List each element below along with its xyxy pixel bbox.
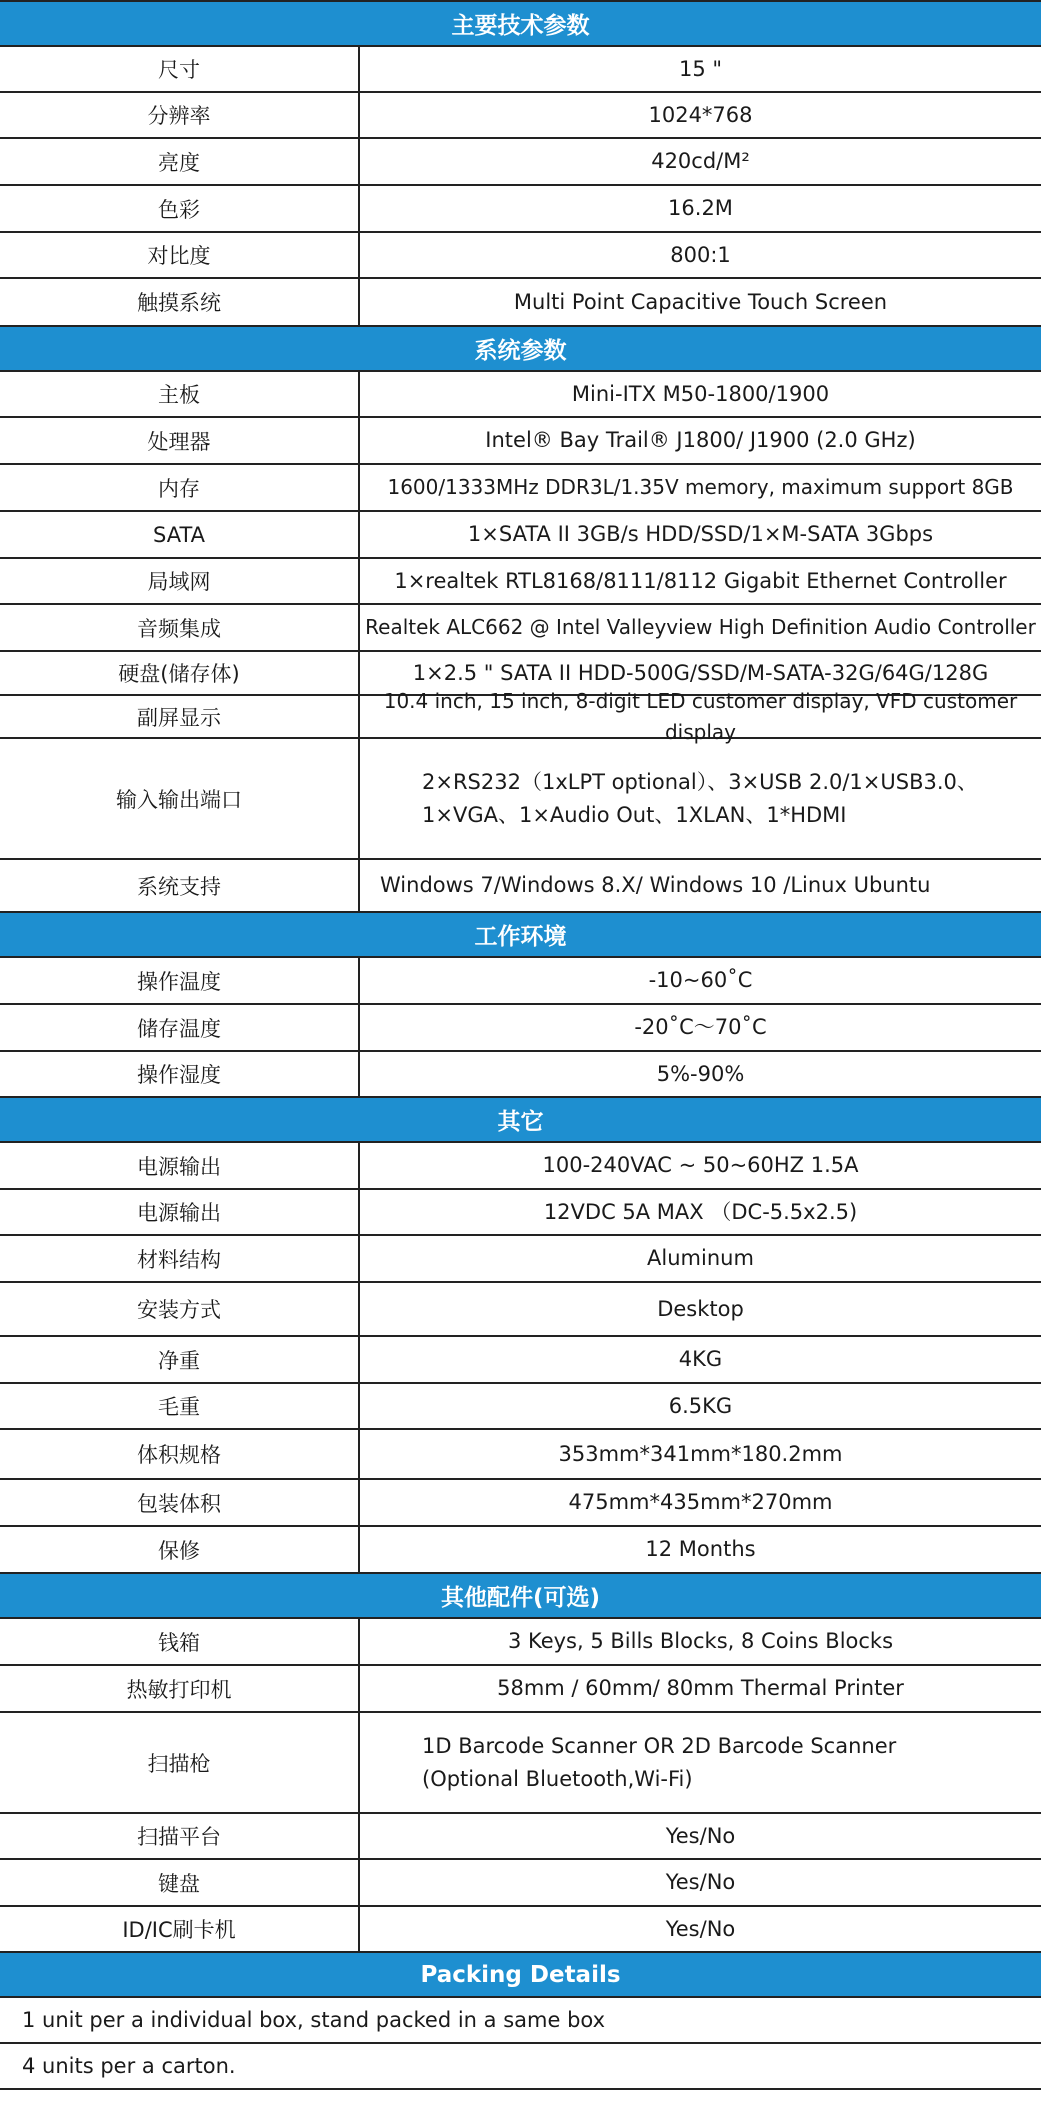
spec-value	[360, 465, 1041, 510]
spec-label: ID/IC刷卡机	[0, 1907, 360, 1951]
spec-value	[360, 688, 1041, 744]
spec-value	[360, 279, 1041, 325]
spec-value-line: -20˚C～70˚C	[634, 1015, 767, 1040]
spec-row	[0, 1480, 1041, 1527]
spec-label: 内存	[0, 465, 360, 510]
spec-value-line: Yes/No	[665, 1916, 736, 1941]
spec-value-line: Yes/No	[665, 1823, 736, 1848]
spec-value-line: 16.2M	[668, 196, 733, 221]
spec-value-line: 100-240VAC ~ 50~60HZ 1.5A	[542, 1153, 859, 1178]
spec-row	[0, 47, 1041, 93]
spec-value	[360, 418, 1041, 463]
spec-row	[0, 1337, 1041, 1384]
spec-value-line: -10~60˚C	[648, 968, 753, 993]
spec-value	[360, 860, 1041, 911]
spec-value	[360, 233, 1041, 277]
spec-value	[360, 605, 1041, 650]
spec-label: 操作温度	[0, 958, 360, 1003]
packing-header: Packing Details	[0, 1953, 1041, 1998]
spec-value-line: (Optional Bluetooth,Wi-Fi)	[422, 1766, 693, 1791]
spec-value-line: Desktop	[657, 1296, 744, 1321]
spec-value	[360, 1619, 1041, 1664]
spec-label: 音频集成	[0, 605, 360, 650]
section-header: 其他配件(可选)	[0, 1574, 1041, 1619]
spec-value	[360, 1430, 1041, 1478]
spec-label: 系统支持	[0, 860, 360, 911]
section-header: 其它	[0, 1098, 1041, 1143]
spec-value	[360, 1814, 1041, 1858]
spec-value-line: 12 Months	[645, 1537, 756, 1562]
spec-label: 材料结构	[0, 1236, 360, 1281]
spec-row	[0, 739, 1041, 860]
spec-label: 色彩	[0, 186, 360, 231]
spec-row	[0, 605, 1041, 652]
spec-row	[0, 1143, 1041, 1190]
spec-value	[360, 958, 1041, 1003]
spec-row	[0, 1052, 1041, 1098]
spec-label: 电源输出	[0, 1190, 360, 1234]
spec-value	[360, 1337, 1041, 1382]
spec-label: 对比度	[0, 233, 360, 277]
spec-row	[0, 1907, 1041, 1953]
spec-label: 局域网	[0, 559, 360, 603]
spec-row	[0, 1619, 1041, 1666]
spec-row	[0, 233, 1041, 279]
spec-row	[0, 1666, 1041, 1713]
spec-label: 分辨率	[0, 93, 360, 137]
spec-row	[0, 93, 1041, 139]
spec-value-line: 1600/1333MHz DDR3L/1.35V memory, maximum support 8GB	[387, 475, 1014, 499]
spec-value	[360, 1860, 1041, 1905]
spec-value-line: Intel® Bay Trail® J1800/ J1900 (2.0 GHz)	[485, 428, 916, 453]
spec-value-line: 15 "	[678, 56, 723, 81]
spec-value-line: 800:1	[670, 242, 731, 267]
spec-label: 钱箱	[0, 1619, 360, 1664]
spec-row	[0, 1527, 1041, 1574]
section-header: 工作环境	[0, 913, 1041, 958]
spec-label: 保修	[0, 1527, 360, 1572]
spec-row	[0, 1005, 1041, 1052]
spec-row	[0, 1190, 1041, 1236]
spec-label: 扫描平台	[0, 1814, 360, 1858]
spec-value	[360, 1190, 1041, 1234]
spec-value-line: 6.5KG	[668, 1393, 733, 1418]
spec-value	[360, 1907, 1041, 1951]
spec-label: 触摸系统	[0, 279, 360, 325]
spec-value-line: 58mm / 60mm/ 80mm Thermal Printer	[497, 1676, 904, 1701]
spec-row	[0, 1860, 1041, 1907]
spec-label: 体积规格	[0, 1430, 360, 1478]
spec-label: SATA	[0, 512, 360, 557]
spec-value-line: 1024*768	[648, 102, 753, 127]
spec-value-line: Mini-ITX M50-1800/1900	[571, 381, 830, 406]
spec-row	[0, 1384, 1041, 1430]
spec-label: 主板	[0, 372, 360, 416]
spec-value-line: 1×SATA II 3GB/s HDD/SSD/1×M-SATA 3Gbps	[467, 522, 934, 547]
section-header: 系统参数	[0, 327, 1041, 372]
spec-value	[360, 512, 1041, 557]
spec-label: 扫描枪	[0, 1713, 360, 1812]
spec-value	[360, 186, 1041, 231]
spec-value-line: Yes/No	[665, 1870, 736, 1895]
spec-value	[360, 47, 1041, 91]
spec-row	[0, 1430, 1041, 1480]
spec-value	[360, 1480, 1041, 1525]
spec-label: 毛重	[0, 1384, 360, 1428]
spec-row	[0, 512, 1041, 559]
spec-row	[0, 958, 1041, 1005]
spec-value	[360, 1143, 1041, 1188]
spec-row	[0, 139, 1041, 186]
spec-row	[0, 559, 1041, 605]
spec-value-line: 12VDC 5A MAX （DC-5.5x2.5)	[543, 1199, 858, 1224]
spec-value-line: Multi Point Capacitive Touch Screen	[513, 289, 888, 314]
spec-value	[360, 93, 1041, 137]
spec-value	[360, 1283, 1041, 1335]
spec-value-line: 2×RS232（1xLPT optional）、3×USB 2.0/1×USB3.0、	[422, 769, 978, 794]
spec-label: 副屏显示	[0, 696, 360, 737]
spec-row	[0, 372, 1041, 418]
spec-value	[360, 1236, 1041, 1281]
spec-value-line: 475mm*435mm*270mm	[568, 1490, 833, 1515]
spec-label: 硬盘(储存体)	[0, 652, 360, 694]
spec-value	[360, 1384, 1041, 1428]
packing-line: 4 units per a carton.	[0, 2044, 1041, 2090]
spec-value-line: Windows 7/Windows 8.X/ Windows 10 /Linux Ubuntu	[380, 873, 931, 898]
spec-value	[360, 1713, 1041, 1812]
spec-value-line: 1×realtek RTL8168/8111/8112 Gigabit Ethernet Controller	[394, 568, 1007, 593]
spec-label: 包装体积	[0, 1480, 360, 1525]
spec-value	[360, 1052, 1041, 1096]
spec-label: 亮度	[0, 139, 360, 184]
spec-value	[360, 139, 1041, 184]
spec-label: 储存温度	[0, 1005, 360, 1050]
spec-label: 电源输出	[0, 1143, 360, 1188]
spec-value-line: Realtek ALC662 @ Intel Valleyview High Definition Audio Controller	[365, 615, 1036, 639]
spec-value	[360, 739, 1041, 858]
spec-row	[0, 1283, 1041, 1337]
section-header: 主要技术参数	[0, 2, 1041, 47]
spec-row	[0, 860, 1041, 913]
spec-value-line: 1D Barcode Scanner OR 2D Barcode Scanner	[422, 1733, 897, 1758]
spec-label: 输入输出端口	[0, 739, 360, 858]
spec-label: 净重	[0, 1337, 360, 1382]
spec-label: 尺寸	[0, 47, 360, 91]
spec-label: 键盘	[0, 1860, 360, 1905]
spec-value-line: 5%-90%	[656, 1061, 745, 1086]
spec-value-line: 353mm*341mm*180.2mm	[558, 1441, 843, 1466]
spec-row	[0, 279, 1041, 327]
spec-value-line: 4KG	[678, 1347, 723, 1372]
spec-value	[360, 1005, 1041, 1050]
spec-row	[0, 688, 1041, 744]
spec-row	[0, 186, 1041, 233]
spec-row	[0, 1236, 1041, 1283]
spec-value-line: 3 Keys, 5 Bills Blocks, 8 Coins Blocks	[507, 1629, 894, 1654]
spec-value-line: 10.4 inch, 15 inch, 8-digit LED customer display, VFD customer display	[383, 688, 1018, 744]
spec-label: 安装方式	[0, 1283, 360, 1335]
spec-value-line: Aluminum	[647, 1246, 754, 1271]
spec-row	[0, 1713, 1041, 1814]
spec-value-line: 1×2.5 " SATA II HDD-500G/SSD/M-SATA-32G/64G/128G	[412, 660, 989, 685]
spec-value-line: 420cd/M²	[651, 149, 750, 174]
spec-value-line: 1×VGA、1×Audio Out、1XLAN、1*HDMI	[422, 802, 847, 827]
spec-value	[360, 1666, 1041, 1711]
spec-row	[0, 465, 1041, 512]
spec-label: 处理器	[0, 418, 360, 463]
spec-row	[0, 418, 1041, 465]
spec-label: 操作湿度	[0, 1052, 360, 1096]
spec-value	[360, 372, 1041, 416]
packing-line: 1 unit per a individual box, stand packed in a same box	[0, 1998, 1041, 2044]
spec-value	[360, 559, 1041, 603]
spec-value	[360, 1527, 1041, 1572]
spec-label: 热敏打印机	[0, 1666, 360, 1711]
spec-row	[0, 1814, 1041, 1860]
